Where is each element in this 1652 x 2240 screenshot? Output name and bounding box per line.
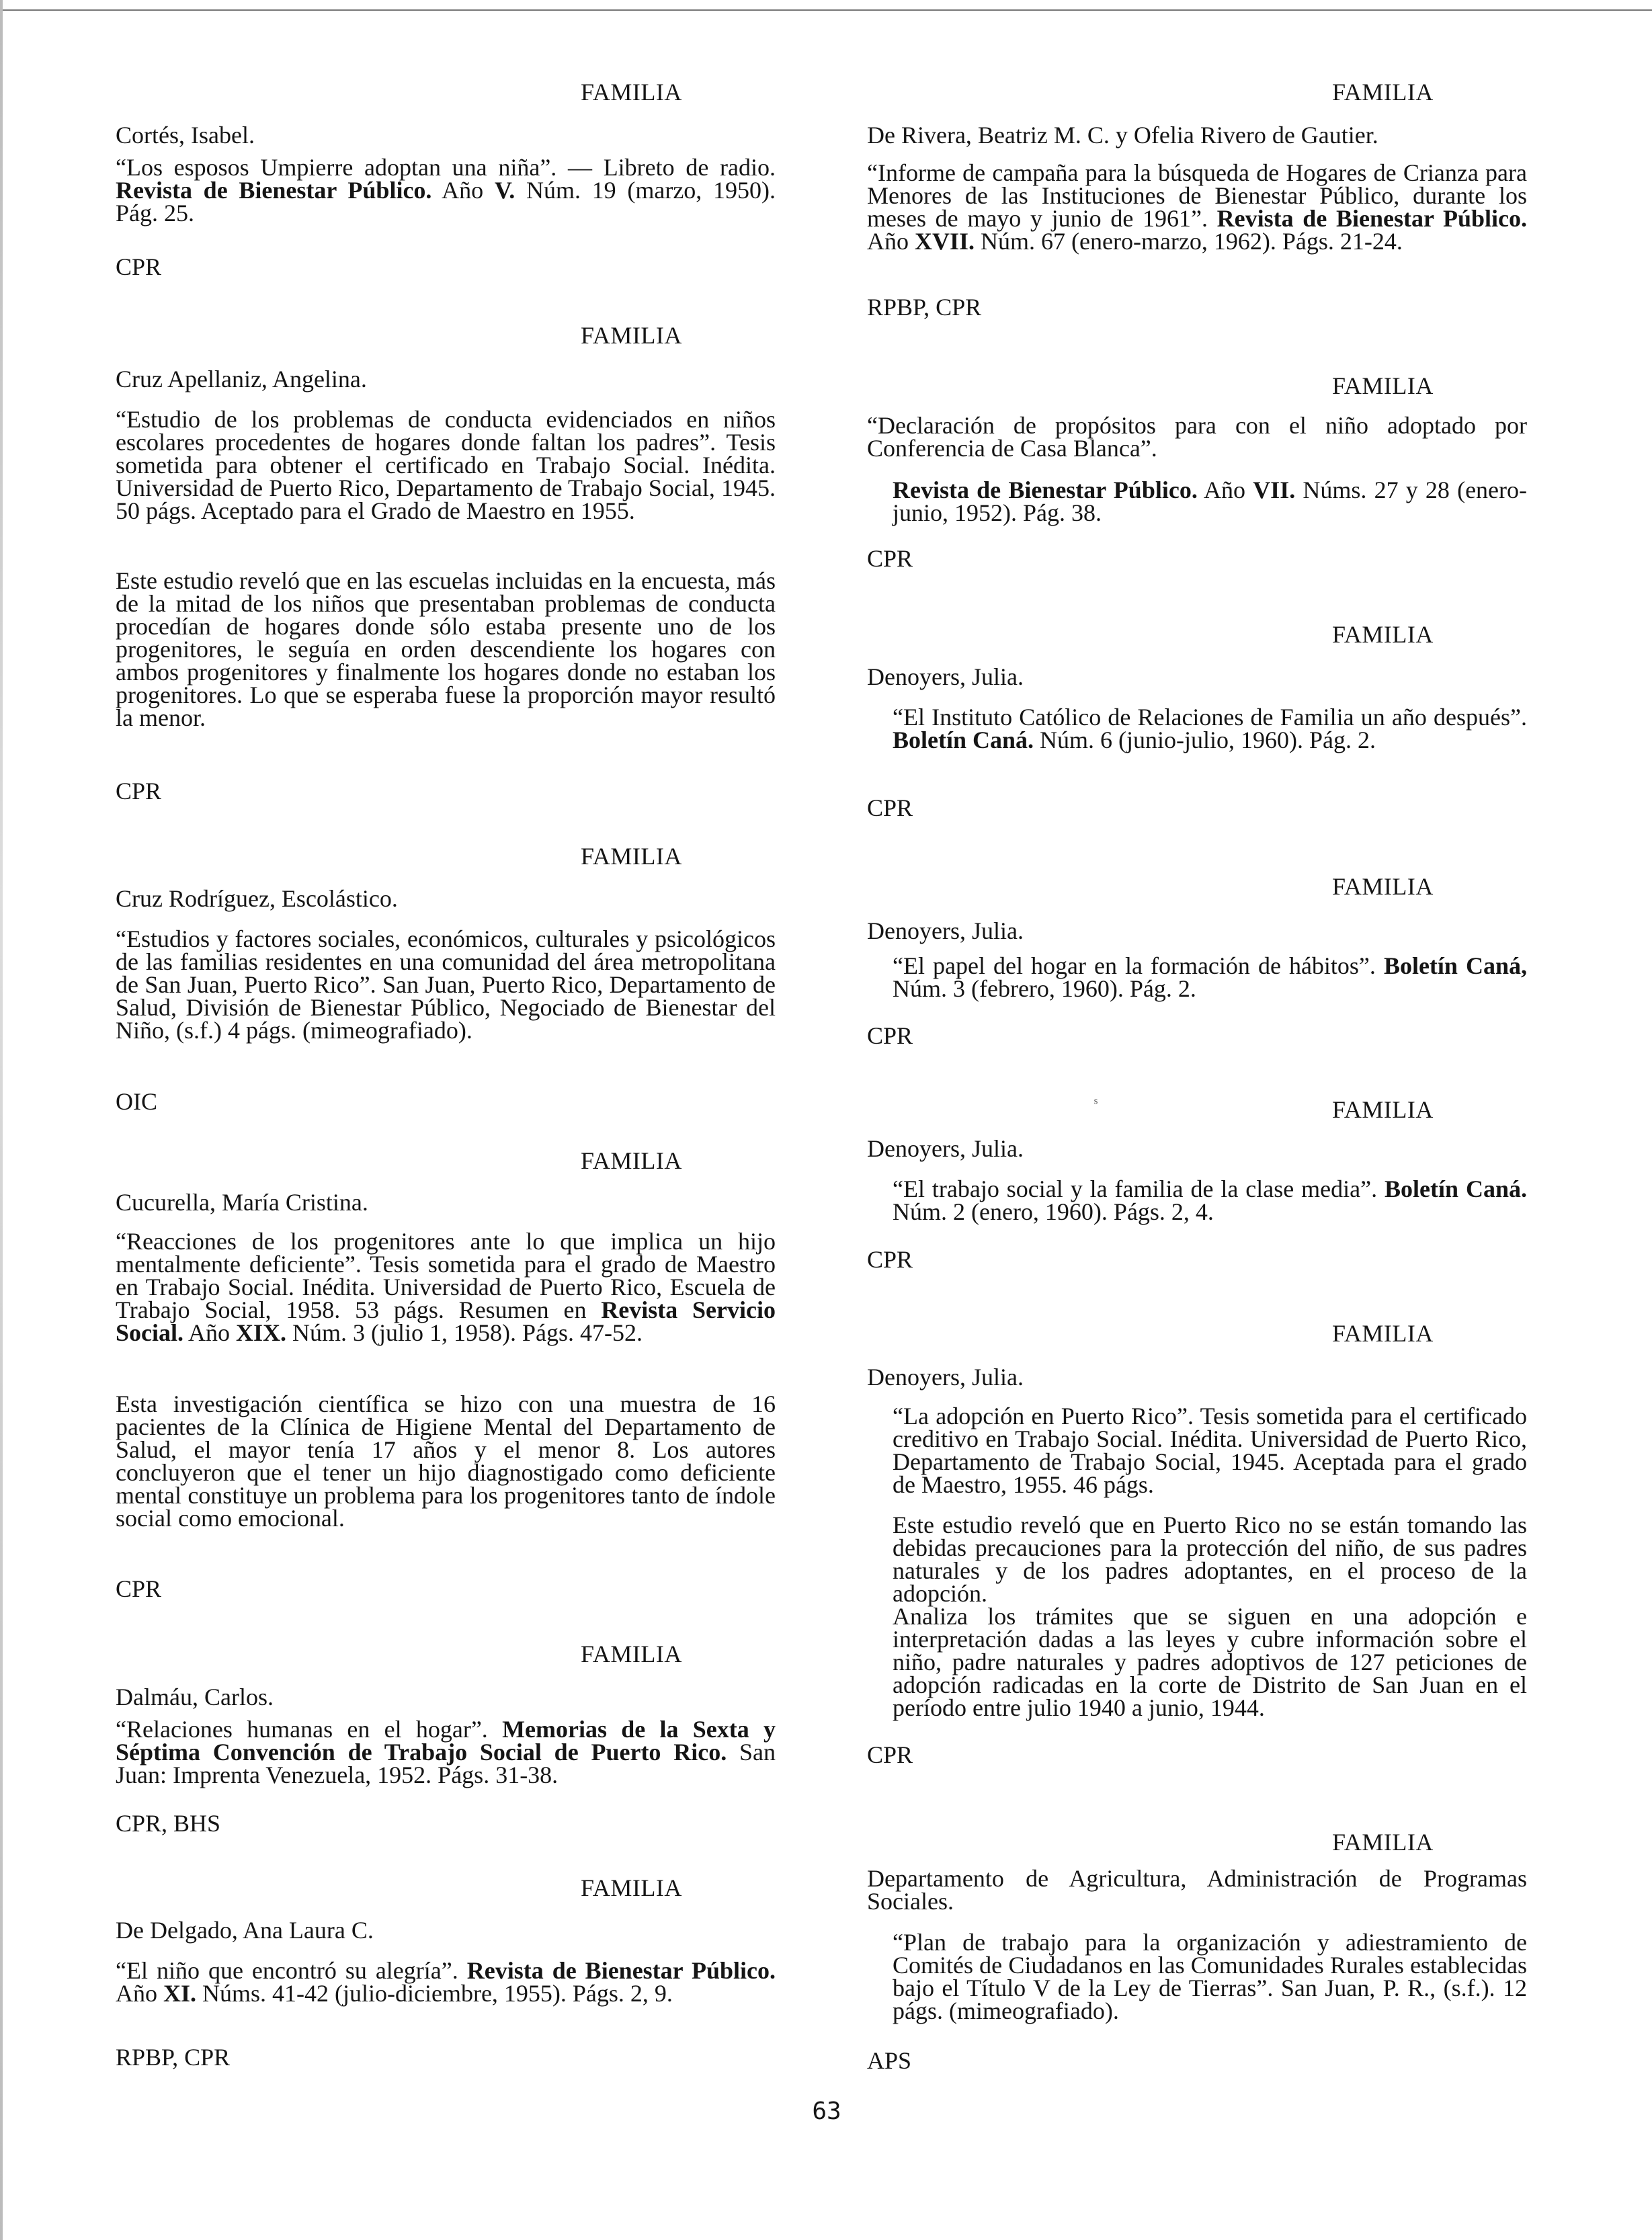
library-code: RPBP, CPR	[867, 294, 982, 321]
entry-citation	[116, 1230, 776, 1344]
entry-citation	[867, 414, 1527, 460]
library-code: CPR	[116, 253, 162, 280]
entry-author: Denoyers, Julia.	[867, 1364, 1024, 1391]
entry-annotation: Esta investigación científica se hizo con una muestra de 16 pacientes de la Clínica de Higiene Mental del Departamento de Salud, el mayor tenía 17 años y el menor 8. Los autores concluyeron que el tener un hijo diagnostigado como deficiente mental constituye un problema para los progenitores tanto de índole social como emocional.	[116, 1391, 776, 1532]
citation-text: Año	[116, 1980, 163, 2007]
citation-text: “El papel del hogar en la formación de hábitos”.	[893, 952, 1384, 979]
citation-text: Núms. 41-42 (julio-diciembre, 1955). Págs. 2, 9.	[196, 1980, 673, 2007]
library-code: APS	[867, 2047, 912, 2074]
page-number: 63	[812, 2098, 841, 2125]
entry-source	[867, 476, 1528, 526]
subject-heading: FAMILIA	[581, 79, 682, 106]
citation-text: Núm. 19 (marzo, 1950). Pág. 25.	[116, 177, 776, 226]
citation-text: Núm. 3 (febrero, 1960). Pág. 2.	[893, 975, 1196, 1002]
entry-author: Cucurella, María Cristina.	[116, 1189, 368, 1216]
citation-text: “La adopción en Puerto Rico”. Tesis sometida para el certificado creditivo en Trabajo Social. Inédita. Universidad de Puerto Rico, Departamento de Trabajo Social, 1945. Aceptada para el grado de Maestro, 1955. 46 págs.	[893, 1403, 1527, 1498]
citation-text: Núm. 67 (enero-marzo, 1962). Págs. 21-24.	[975, 228, 1403, 255]
entry-author: Dalmáu, Carlos.	[116, 1684, 274, 1710]
entry-citation	[867, 706, 1527, 751]
citation-source-title: VII.	[1253, 476, 1296, 503]
entry-author: Cruz Rodríguez, Escolástico.	[116, 885, 398, 912]
citation-text: Año	[867, 228, 915, 255]
subject-heading: FAMILIA	[1332, 1096, 1434, 1123]
citation-text: Año	[183, 1319, 237, 1346]
subject-heading: FAMILIA	[1332, 1320, 1434, 1347]
top-rule	[0, 9, 1652, 11]
entry-author: Denoyers, Julia.	[867, 663, 1024, 690]
citation-text: “Estudios y factores sociales, económicos, culturales y psicológicos de las familias residentes en una comunidad del área metropolitana de San Juan, Puerto Rico”. San Juan, Puerto Rico, Departamento de Salud, División de Bienestar Público, Negociado de Bienestar del Niño, (s.f.) 4 págs. (mimeografiado).	[116, 925, 776, 1044]
citation-text: “Reacciones de los progenitores ante lo que implica un hijo mentalmente deficiente”. Tesis sometida para el grado de Maestro en Trabajo Social. Inédita. Universidad de Puerto Rico, Escuela de Trabajo Social, 1958. 53 págs. Resumen en	[116, 1228, 776, 1323]
citation-text: “Informe de campaña para la búsqueda de Hogares de Crianza para Menores de las Instituciones de Bienestar Público, durante los meses de mayo y junio de 1961”.	[867, 159, 1527, 232]
citation-text: “Estudio de los problemas de conducta evidenciados en niños escolares procedentes de hogares donde faltan los padres”. Tesis sometida para obtener el certificado en Trabajo Social. Inédita. Universidad de Puerto Rico, Departamento de Trabajo Social, 1945. 50 págs. Aceptado para el Grado de Maestro en 1955.	[116, 406, 776, 524]
library-code: CPR	[867, 1741, 913, 1768]
entry-author: Denoyers, Julia.	[867, 1135, 1024, 1162]
entry-citation	[867, 161, 1527, 253]
library-code: CPR	[867, 545, 913, 572]
citation-source-title: Boletín Caná,	[1383, 952, 1527, 979]
citation-source-title: Boletín Caná.	[893, 727, 1034, 753]
library-code: CPR	[116, 778, 162, 804]
print-speck-icon: ˢ	[1094, 1095, 1098, 1112]
entry-author: Cortés, Isabel.	[116, 122, 255, 149]
entry-author: De Delgado, Ana Laura C.	[116, 1917, 374, 1944]
entry-citation	[116, 1718, 776, 1786]
entry-author: Cruz Apellaniz, Angelina.	[116, 366, 367, 392]
citation-text: San Juan: Imprenta Venezuela, 1952. Págs. 31-38.	[116, 1739, 776, 1788]
scan-edge	[0, 0, 3, 2240]
citation-text: Núms. 27 y 28 (enero-junio, 1952). Pág. 38.	[893, 476, 1528, 526]
citation-text: Núm. 2 (enero, 1960). Págs. 2, 4.	[893, 1198, 1214, 1225]
library-code: RPBP, CPR	[116, 2044, 231, 2071]
entry-citation	[116, 156, 776, 224]
citation-text: “El niño que encontró su alegría”.	[116, 1957, 467, 1984]
citation-text: Año	[1197, 476, 1253, 503]
subject-heading: FAMILIA	[1332, 1829, 1434, 1856]
subject-heading: FAMILIA	[581, 1874, 682, 1901]
library-code: OIC	[116, 1088, 157, 1115]
entry-citation	[867, 1177, 1527, 1223]
citation-source-title: XI.	[163, 1980, 197, 2007]
citation-source-title: Boletín Caná.	[1385, 1175, 1527, 1202]
citation-text: Año	[431, 177, 495, 204]
citation-text: “El Instituto Católico de Relaciones de Familia un año después”.	[893, 704, 1527, 731]
citation-source-title: Revista de Bienestar Público.	[116, 177, 432, 204]
citation-source-title: Revista Servicio Social.	[116, 1296, 776, 1346]
entry-author: Departamento de Agricultura, Administración de Programas Sociales.	[867, 1865, 1527, 1915]
citation-text: Núm. 6 (junio-julio, 1960). Pág. 2.	[1034, 727, 1376, 753]
entry-citation	[867, 1405, 1527, 1496]
citation-source-title: Revista de Bienestar Público.	[893, 476, 1198, 503]
citation-source-title: XIX.	[236, 1319, 287, 1346]
library-code: CPR	[867, 1246, 913, 1273]
subject-heading: FAMILIA	[581, 322, 682, 349]
entry-annotation: Este estudio reveló que en Puerto Rico no se están tomando las debidas precauciones para la protección del niño, de sus padres naturales y de los padres adoptantes, en el proceso de la adopción. Analiza los trámites que se siguen en una adopción e interpretación dadas a las leyes y cubre información sobre el niño, padre naturales y padres adoptivos de 127 peticiones de adopción radicadas en la corte de Distrito de San Juan en el período entre julio 1940 a junio, 1944.	[893, 1511, 1527, 1721]
entry-author: De Rivera, Beatriz M. C. y Ofelia Rivero de Gautier.	[867, 122, 1378, 149]
subject-heading: FAMILIA	[1332, 873, 1434, 900]
entry-citation	[116, 1959, 776, 2005]
citation-text: “Declaración de propósitos para con el niño adoptado por Conferencia de Casa Blanca”.	[867, 412, 1527, 462]
citation-source-title: Memorias de la Sexta y Séptima Convención de Trabajo Social de Puerto Rico.	[116, 1716, 776, 1766]
entry-citation	[116, 408, 776, 522]
citation-source-title: Revista de Bienestar Público.	[466, 1957, 776, 1984]
citation-text: “Relaciones humanas en el hogar”.	[116, 1716, 503, 1743]
entry-author: Denoyers, Julia.	[867, 917, 1024, 944]
entry-citation	[867, 1931, 1527, 2022]
entry-citation	[116, 927, 776, 1042]
citation-source-title: V.	[494, 177, 515, 204]
subject-heading: FAMILIA	[1332, 79, 1434, 106]
library-code: CPR	[867, 794, 913, 821]
citation-source-title: XVII.	[915, 228, 975, 255]
library-code: CPR	[867, 1022, 913, 1049]
subject-heading: FAMILIA	[581, 1147, 682, 1174]
citation-text: Núm. 3 (julio 1, 1958). Págs. 47-52.	[286, 1319, 643, 1346]
subject-heading: FAMILIA	[1332, 621, 1434, 648]
citation-text: “Los esposos Umpierre adoptan una niña”. — Libreto de radio.	[116, 154, 776, 181]
library-code: CPR, BHS	[116, 1810, 221, 1837]
entry-citation	[867, 954, 1527, 1000]
subject-heading: FAMILIA	[1332, 372, 1434, 399]
subject-heading: FAMILIA	[581, 1641, 682, 1667]
entry-annotation: Este estudio reveló que en las escuelas incluidas en la encuesta, más de la mitad de los niños que presentaban problemas de conducta procedían de hogares donde sólo estaba presente uno de los progenitores, le seguía en orden descendiente los hogares con ambos progenitores y finalmente los hogares donde no estaban los progenitores. Lo que se esperaba fuese la proporción mayor resultó la menor.	[116, 567, 776, 731]
citation-text: “Plan de trabajo para la organización y adiestramiento de Comités de Ciudadanos en las Comunidades Rurales establecidas bajo el Título V de la Ley de Tierras”. San Juan, P. R., (s.f.). 12 págs. (mimeografiado).	[893, 1929, 1527, 2024]
citation-source-title: Revista de Bienestar Público.	[1216, 205, 1528, 232]
subject-heading: FAMILIA	[581, 843, 682, 870]
library-code: CPR	[116, 1575, 162, 1602]
citation-text: “El trabajo social y la familia de la clase media”.	[893, 1175, 1385, 1202]
